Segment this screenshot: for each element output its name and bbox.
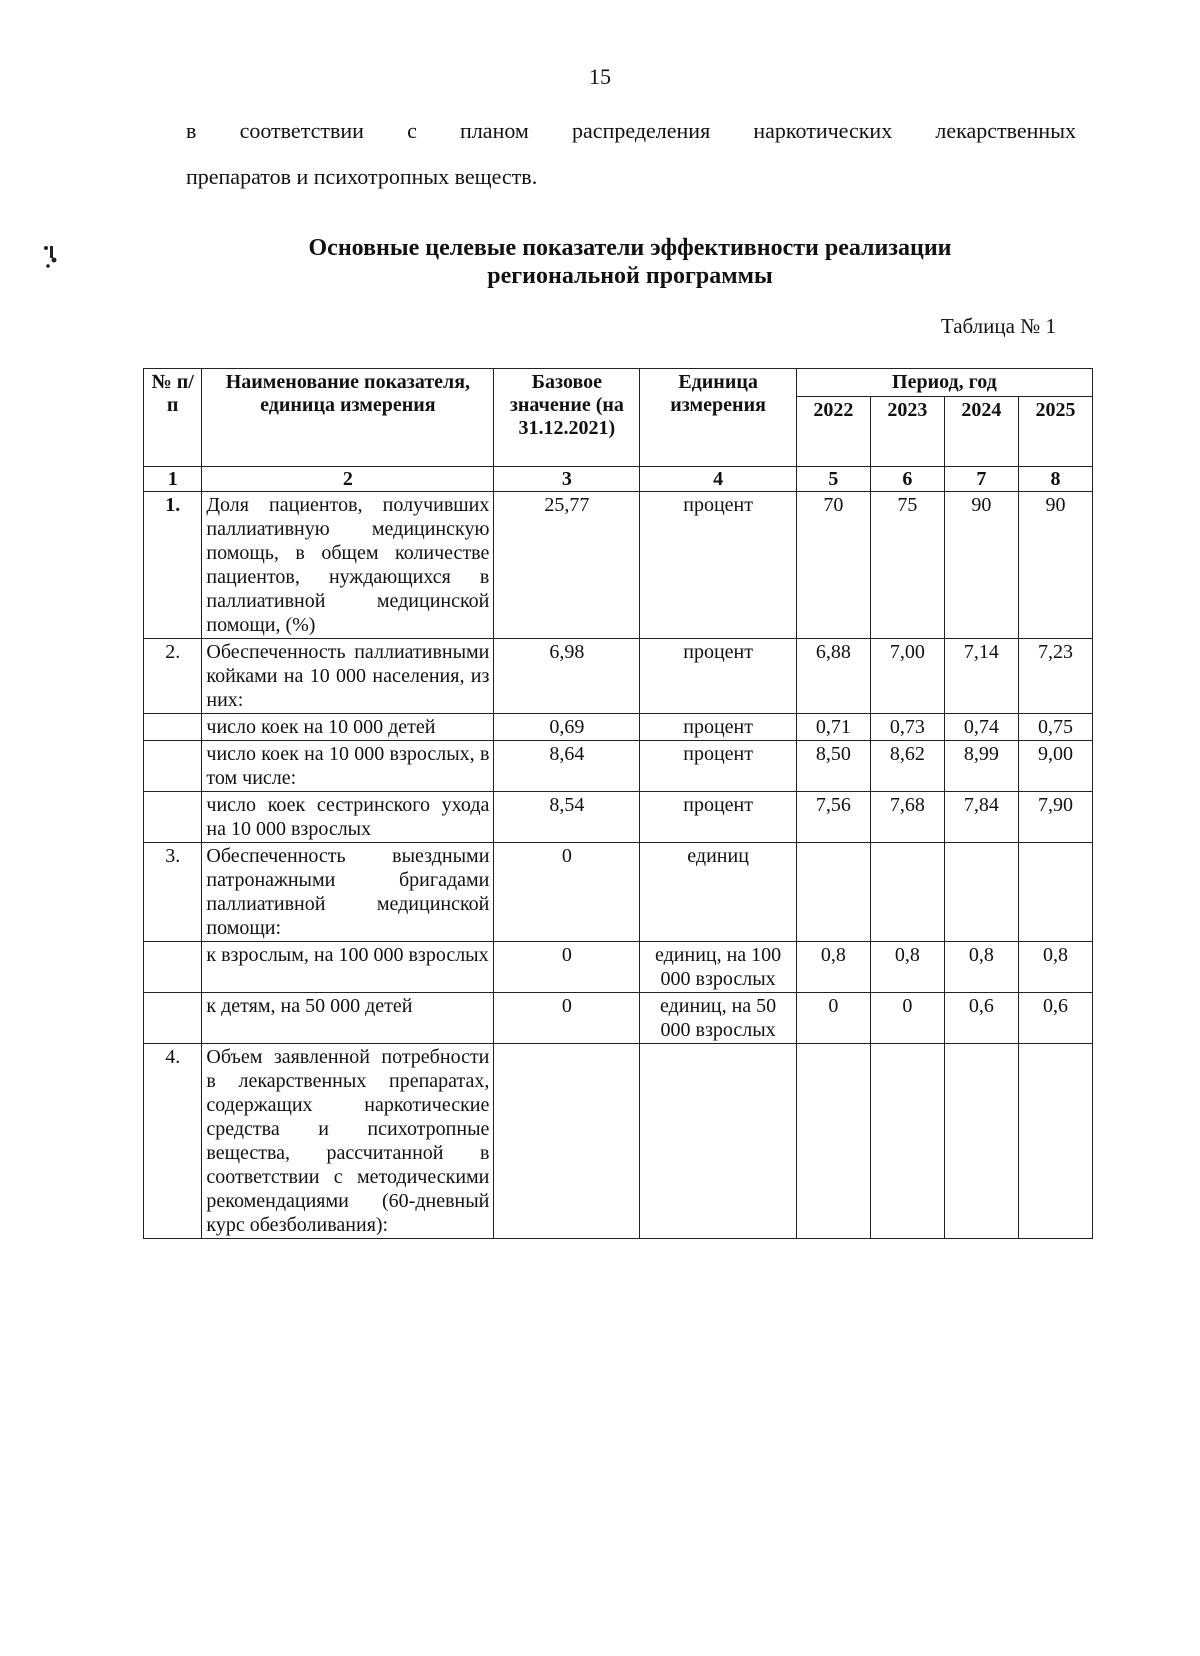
intro-paragraph (186, 108, 1076, 200)
row-value-2024: 0,6 (944, 993, 1018, 1044)
column-number: 4 (640, 467, 796, 492)
header-base: Базовое значение (на 31.12.2021) (494, 369, 640, 467)
row-value-2024: 0,74 (944, 714, 1018, 741)
table-row (144, 792, 1093, 843)
row-value-2023: 0,73 (870, 714, 944, 741)
row-value-2024 (944, 843, 1018, 942)
column-number: 5 (796, 467, 870, 492)
row-value-2024 (944, 1044, 1018, 1239)
header-name: Наименование показателя, единица измерения (202, 369, 494, 467)
row-value-2023: 0,8 (870, 942, 944, 993)
row-base-value: 8,54 (494, 792, 640, 843)
table-row (144, 1044, 1093, 1239)
row-unit: процент (640, 741, 796, 792)
row-name: Доля пациентов, получивших паллиативную медицинскую помощь, в общем количестве пациентов, нуждающихся в паллиативной медицинской помощи, (%) (202, 492, 494, 639)
row-unit: единиц (640, 843, 796, 942)
row-value-2024: 8,99 (944, 741, 1018, 792)
row-value-2024: 0,8 (944, 942, 1018, 993)
row-unit: процент (640, 639, 796, 714)
row-value-2025 (1018, 843, 1092, 942)
row-value-2023 (870, 1044, 944, 1239)
row-value-2024: 7,14 (944, 639, 1018, 714)
column-number-row (144, 467, 1093, 492)
row-base-value: 0 (494, 843, 640, 942)
row-value-2022: 0,8 (796, 942, 870, 993)
column-number: 6 (870, 467, 944, 492)
intro-line-2: препаратов и психотропных веществ. (186, 164, 538, 189)
row-number (144, 792, 202, 843)
intro-line-1: в соответствии с планом распределения наркотических лекарственных (186, 118, 1076, 143)
scan-mark-icon (40, 244, 60, 274)
row-value-2022: 0 (796, 993, 870, 1044)
row-value-2022: 7,56 (796, 792, 870, 843)
row-value-2023: 8,62 (870, 741, 944, 792)
row-base-value: 8,64 (494, 741, 640, 792)
row-base-value: 0 (494, 993, 640, 1044)
row-value-2025: 7,23 (1018, 639, 1092, 714)
row-name: Обеспеченность выездными патронажными бригадами паллиативной медицинской помощи: (202, 843, 494, 942)
row-name: число коек на 10 000 взрослых, в том числе: (202, 741, 494, 792)
row-name: число коек сестринского ухода на 10 000 взрослых (202, 792, 494, 843)
row-name: к взрослым, на 100 000 взрослых (202, 942, 494, 993)
header-period: Период, год (796, 369, 1092, 397)
table-row (144, 714, 1093, 741)
row-value-2024: 90 (944, 492, 1018, 639)
row-number: 2. (144, 639, 202, 714)
row-number (144, 942, 202, 993)
header-year: 2024 (944, 397, 1018, 467)
row-name: к детям, на 50 000 детей (202, 993, 494, 1044)
header-year: 2025 (1018, 397, 1092, 467)
row-value-2023: 7,00 (870, 639, 944, 714)
row-value-2022 (796, 1044, 870, 1239)
row-base-value (494, 1044, 640, 1239)
header-num: № п/п (144, 369, 202, 467)
row-base-value: 0 (494, 942, 640, 993)
table-row (144, 942, 1093, 993)
title-line-1: Основные целевые показатели эффективности реализации (308, 235, 952, 261)
header-year: 2022 (796, 397, 870, 467)
row-value-2023: 7,68 (870, 792, 944, 843)
row-unit (640, 1044, 796, 1239)
table-title (130, 234, 1130, 290)
row-name: число коек на 10 000 детей (202, 714, 494, 741)
row-value-2025 (1018, 1044, 1092, 1239)
row-value-2025: 9,00 (1018, 741, 1092, 792)
row-value-2022: 0,71 (796, 714, 870, 741)
row-base-value: 0,69 (494, 714, 640, 741)
row-value-2022: 8,50 (796, 741, 870, 792)
row-value-2023 (870, 843, 944, 942)
row-name: Обеспеченность паллиативными койками на 10 000 населения, из них: (202, 639, 494, 714)
row-number (144, 714, 202, 741)
column-number: 2 (202, 467, 494, 492)
table-row (144, 492, 1093, 639)
row-unit: процент (640, 492, 796, 639)
row-value-2023: 0 (870, 993, 944, 1044)
row-value-2025: 90 (1018, 492, 1092, 639)
table-row (144, 843, 1093, 942)
row-number: 1. (144, 492, 202, 639)
row-number (144, 741, 202, 792)
column-number: 8 (1018, 467, 1092, 492)
column-number: 3 (494, 467, 640, 492)
row-value-2025: 0,8 (1018, 942, 1092, 993)
row-number: 3. (144, 843, 202, 942)
row-number (144, 993, 202, 1044)
table-row (144, 993, 1093, 1044)
row-number: 4. (144, 1044, 202, 1239)
row-base-value: 25,77 (494, 492, 640, 639)
header-year: 2023 (870, 397, 944, 467)
title-line-2: региональной программы (487, 263, 773, 289)
header-row-1 (144, 369, 1093, 397)
row-value-2023: 75 (870, 492, 944, 639)
row-unit: единиц, на 50 000 взрослых (640, 993, 796, 1044)
table-caption: Таблица № 1 (940, 314, 1056, 338)
table-row (144, 741, 1093, 792)
row-value-2022: 6,88 (796, 639, 870, 714)
column-number: 1 (144, 467, 202, 492)
header-unit: Единица измерения (640, 369, 796, 467)
row-value-2022: 70 (796, 492, 870, 639)
row-unit: процент (640, 792, 796, 843)
table-body (144, 492, 1093, 1239)
column-number: 7 (944, 467, 1018, 492)
row-value-2022 (796, 843, 870, 942)
row-value-2025: 0,6 (1018, 993, 1092, 1044)
row-unit: процент (640, 714, 796, 741)
row-base-value: 6,98 (494, 639, 640, 714)
table-row (144, 639, 1093, 714)
row-value-2025: 7,90 (1018, 792, 1092, 843)
row-value-2025: 0,75 (1018, 714, 1092, 741)
row-unit: единиц, на 100 000 взрослых (640, 942, 796, 993)
row-value-2024: 7,84 (944, 792, 1018, 843)
page-number: 15 (589, 64, 611, 89)
indicators-table (143, 368, 1093, 1239)
row-name: Объем заявленной потребности в лекарственных препаратах, содержащих наркотические средства и психотропные вещества, рассчитанной в соответствии с методическими рекомендациями (60-дневный курс обезболивания): (202, 1044, 494, 1239)
